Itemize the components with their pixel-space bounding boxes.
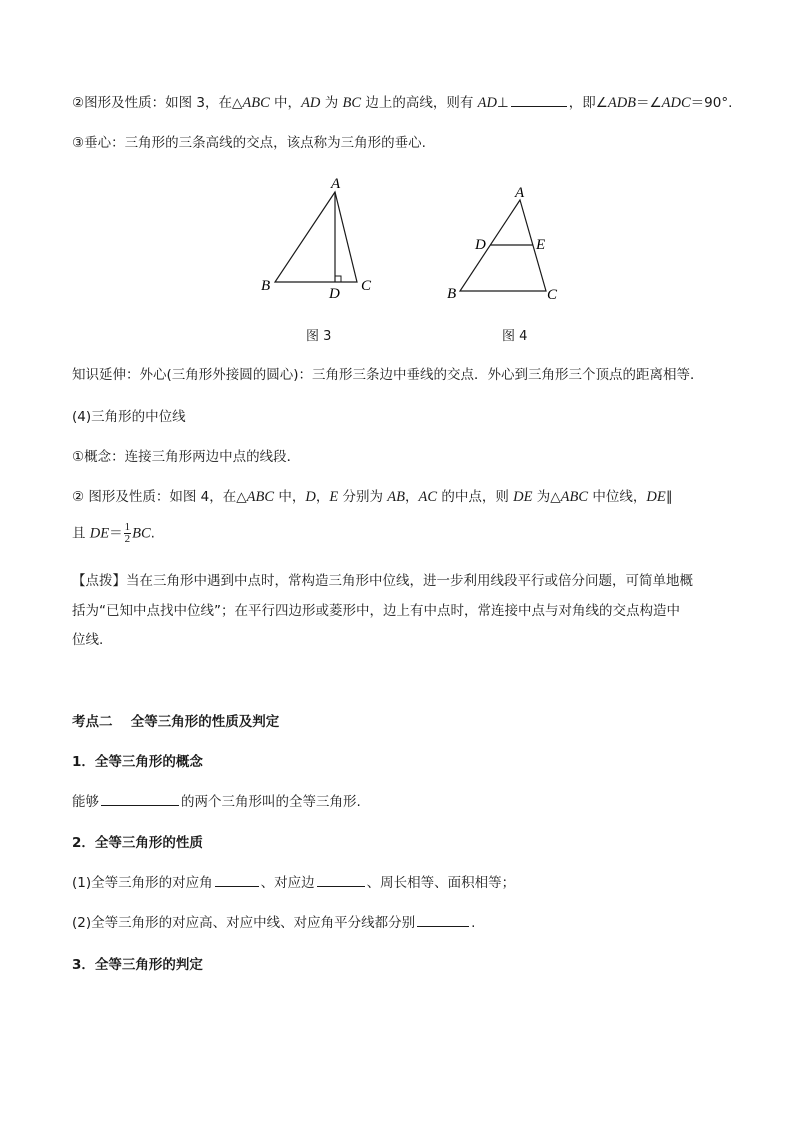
- subheading-criteria: 3．全等三角形的判定: [72, 957, 203, 973]
- label-b: B: [447, 286, 457, 302]
- label-c: C: [547, 287, 558, 303]
- altitude-property-line: ②图形及性质：如图 3，在△ABC 中，AD 为 BC 边上的高线，则有 AD⊥ ，即∠ADB＝∠ADC＝90°.: [72, 95, 733, 111]
- midline-property-line: ② 图形及性质：如图 4，在△ABC 中，D，E 分别为 AB，AC 的中点，则 DE 为△ABC 中位线，DE∥: [72, 489, 673, 505]
- subheading-concept: 1．全等三角形的概念: [72, 754, 203, 770]
- right-angle-mark: [335, 276, 341, 282]
- tip-line-1: 【点拨】当在三角形中遇到中点时，常构造三角形中位线，进一步利用线段平行或倍分问题，可简单地概: [72, 573, 693, 589]
- label-d: D: [475, 237, 486, 253]
- figure-4-caption: 图 4: [502, 329, 528, 344]
- section-heading-congruent: 考点二 全等三角形的性质及判定: [72, 714, 280, 730]
- label-b: B: [261, 278, 271, 294]
- midline-length-line: 且 DE＝ $\frac{1}{2}$ BC.: [72, 521, 155, 545]
- answer-blank: [215, 873, 259, 887]
- triangle-abc: [275, 192, 357, 282]
- label-c: C: [361, 278, 372, 294]
- answer-blank: [511, 93, 567, 107]
- midline-concept: ①概念：连接三角形两边中点的线段．: [72, 449, 301, 465]
- congruent-definition: 能够 的两个三角形叫的全等三角形.: [72, 794, 361, 810]
- answer-blank: [317, 873, 365, 887]
- property-1: (1)全等三角形的对应角 、对应边 、周长相等、面积相等；: [72, 875, 516, 891]
- property-2: (2)全等三角形的对应高、对应中线、对应角平分线都分别 .: [72, 915, 476, 931]
- subheading-properties: 2．全等三角形的性质: [72, 835, 203, 851]
- fraction-one-half: $\frac{1}{2}$: [124, 521, 131, 545]
- label-a: A: [331, 176, 341, 192]
- circumcenter-note: 知识延伸：外心(三角形外接圆的圆心)：三角形三条边中垂线的交点．外心到三角形三个顶点的距离相等．: [72, 367, 704, 383]
- tip-line-2: 括为“已知中点找中位线”；在平行四边形或菱形中，边上有中点时，常连接中点与对角线的交点构造中: [72, 603, 680, 619]
- tip-line-3: 位线.: [72, 632, 104, 648]
- orthocenter-definition: ③垂心：三角形的三条高线的交点，该点称为三角形的垂心.: [72, 135, 426, 151]
- label-d: D: [329, 286, 340, 302]
- figure-3-triangle-altitude: [255, 170, 385, 305]
- label-a: A: [515, 185, 525, 201]
- label-e: E: [536, 237, 546, 253]
- midline-heading: (4)三角形的中位线: [72, 409, 186, 425]
- answer-blank: [417, 913, 469, 927]
- figure-3-caption: 图 3: [306, 329, 332, 344]
- answer-blank: [101, 792, 179, 806]
- figure-4-triangle-midline: [440, 178, 570, 308]
